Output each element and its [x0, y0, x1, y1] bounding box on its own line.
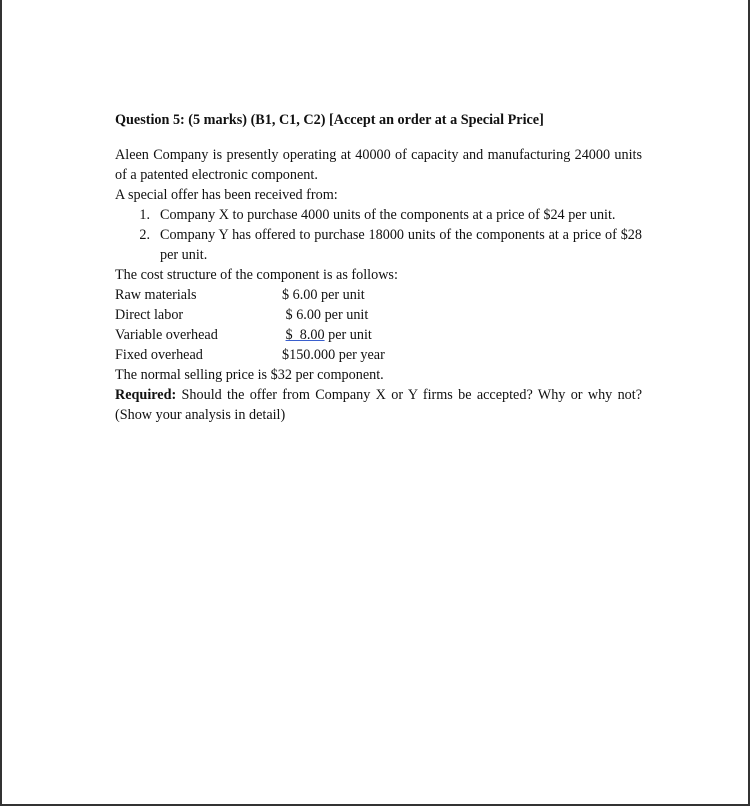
selling-price: The normal selling price is $32 per component. — [115, 367, 384, 383]
list-item — [115, 205, 642, 225]
offer-list — [115, 205, 642, 265]
required-paragraph — [115, 385, 642, 425]
list-item — [115, 225, 642, 265]
cost-row — [115, 305, 642, 325]
cost-value: $ 6.00 per unit — [282, 307, 369, 323]
cost-label: Raw materials — [115, 287, 197, 303]
offer-text: Company X to purchase 4000 units of the components at a price of $24 per unit. — [160, 207, 616, 223]
cost-value — [282, 325, 642, 345]
question-content — [115, 110, 642, 425]
cost-row — [115, 325, 642, 345]
cost-label: Direct labor — [115, 307, 184, 323]
cost-value: $ 6.00 per unit — [282, 287, 365, 303]
intro-paragraph: Aleen Company is presently operating at 40000 of capacity and manufacturing 24000 units of a patented electronic component. — [115, 147, 642, 183]
required-text: Should the offer from Company X or Y firms be accepted? Why or why not? (Show your analysis in detail) — [115, 387, 642, 423]
question-title: Question 5: (5 marks) (B1, C1, C2) [Accept an order at a Special Price] — [115, 112, 544, 128]
cost-value-unit: per unit — [324, 327, 372, 343]
cost-label: Variable overhead — [115, 327, 218, 343]
cost-value: $150.000 per year — [282, 347, 385, 363]
cost-value-underlined: $ 8.00 — [285, 327, 325, 343]
list-number: 1. — [139, 207, 150, 223]
offer-lead: A special offer has been received from: — [115, 187, 338, 203]
cost-row — [115, 285, 642, 305]
cost-row — [115, 345, 642, 365]
cost-label: Fixed overhead — [115, 347, 203, 363]
cost-lead: The cost structure of the component is as follows: — [115, 267, 398, 283]
required-label: Required: — [115, 387, 177, 403]
offer-text: Company Y has offered to purchase 18000 units of the components at a price of $28 per unit. — [160, 227, 642, 263]
list-number: 2. — [139, 227, 150, 243]
